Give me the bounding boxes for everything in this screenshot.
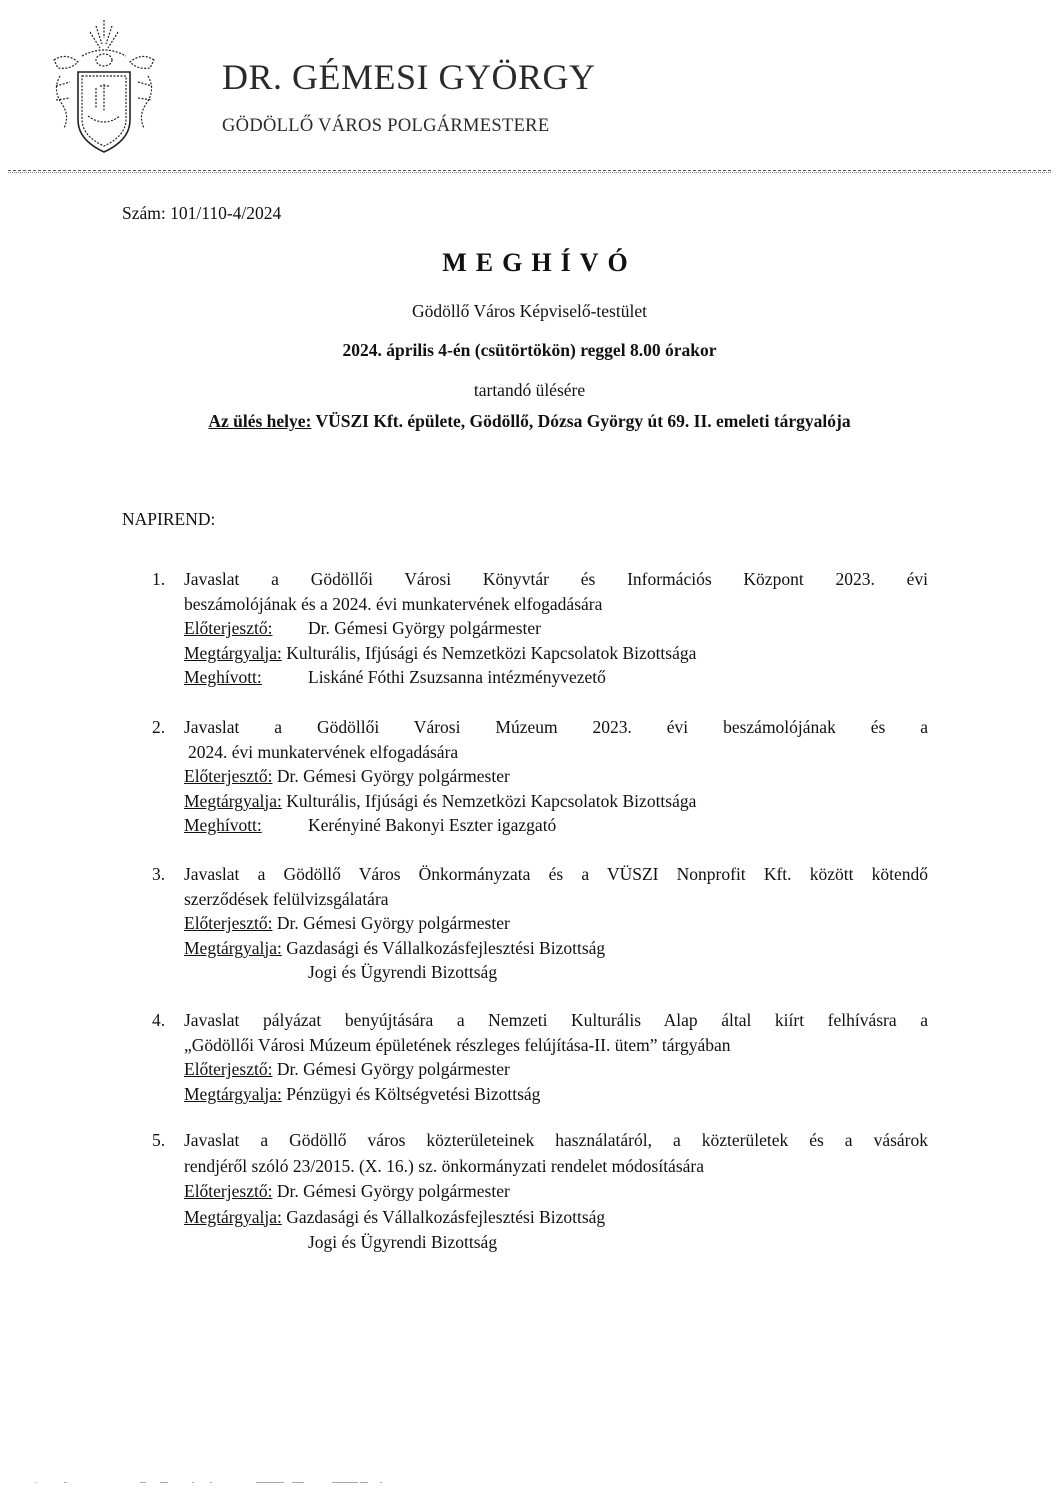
discussed-by-row	[184, 789, 928, 814]
agenda-heading: NAPIREND:	[122, 509, 216, 529]
meeting-purpose: tartandó ülésére	[473, 380, 586, 400]
agenda-item-number: 4.	[152, 1010, 166, 1030]
agenda-item	[152, 1128, 928, 1256]
reference-number: Szám: 101/110-4/2024	[122, 203, 282, 223]
discussed-by-value: Pénzügyi és Költségvetési Bizottság	[286, 1083, 541, 1104]
discussed-by-value-2: Jogi és Ügyrendi Bizottság	[308, 1232, 498, 1252]
presenter-value: Dr. Gémesi György polgármester	[276, 913, 510, 933]
presenter-row	[184, 911, 928, 936]
discussed-by-row	[184, 641, 928, 666]
venue-text: VÜSZI Kft. épülete, Gödöllő, Dózsa György út 69. II. emeleti tárgyalója	[311, 411, 851, 431]
agenda-item	[152, 1008, 928, 1106]
agenda-item-title-line1: Javaslat pályázat benyújtására a Nemzeti Kulturális Alap által kiírt felhívásra a	[184, 1010, 928, 1030]
presenter-value: Dr. Gémesi György polgármester	[276, 1059, 510, 1079]
meeting-venue	[0, 411, 1059, 432]
presenter-label: Előterjesztő:	[184, 1181, 273, 1201]
presenter-row	[184, 1179, 928, 1205]
agenda-item-number: 3.	[152, 864, 166, 884]
footer-scan-dots	[30, 1482, 1030, 1484]
discussed-by-label: Megtárgyalja:	[184, 1206, 282, 1227]
discussed-by-row	[184, 1205, 928, 1231]
agenda-item-number: 2.	[152, 717, 166, 737]
presenter-value: Dr. Gémesi György polgármester	[276, 1181, 510, 1201]
agenda-item	[152, 567, 928, 690]
discussed-by-value-2: Jogi és Ügyrendi Bizottság	[308, 962, 498, 982]
meeting-datetime: 2024. április 4-én (csütörtökön) reggel 8.00 órakor	[342, 340, 717, 360]
discussed-by-label: Megtárgyalja:	[184, 1083, 282, 1104]
document-title: MEGHÍVÓ	[442, 248, 637, 277]
discussed-by-row	[184, 936, 928, 961]
invited-row	[184, 813, 928, 838]
agenda-item-number: 5.	[152, 1130, 166, 1150]
discussed-by-label: Megtárgyalja:	[184, 642, 282, 663]
invited-row	[184, 665, 928, 690]
agenda-item-title-line2: rendjéről szóló 23/2015. (X. 16.) sz. önkormányzati rendelet módosítására	[184, 1155, 704, 1176]
presenter-label: Előterjesztő:	[184, 618, 273, 638]
agenda-item-title-line1: Javaslat a Gödöllő Város Önkormányzata és a VÜSZI Nonprofit Kft. között kötendő	[184, 864, 928, 884]
agenda-item-title-line1: Javaslat a Gödöllő város közterületeinek használatáról, a közterületek és a vásárok	[184, 1130, 928, 1150]
discussed-by-value: Kulturális, Ifjúsági és Nemzetközi Kapcsolatok Bizottsága	[286, 790, 697, 811]
letterhead-subtitle: GÖDÖLLŐ VÁROS POLGÁRMESTERE	[222, 116, 550, 136]
agenda-item-number: 1.	[152, 569, 166, 589]
presenter-label: Előterjesztő:	[184, 913, 273, 933]
discussed-by-row	[184, 1082, 928, 1107]
invited-label: Meghívott:	[184, 667, 262, 687]
agenda-item-title-line2: beszámolójának és a 2024. évi munkatervének elfogadására	[184, 593, 603, 614]
letterhead-name: DR. GÉMESI GYÖRGY	[222, 57, 596, 97]
agenda-item-title-line2: „Gödöllői Városi Múzeum épületének részleges felújítása-II. ütem” tárgyában	[184, 1034, 731, 1055]
letterhead-divider	[8, 170, 1051, 173]
council-name: Gödöllő Város Képviselő-testület	[412, 301, 647, 321]
discussed-by-label: Megtárgyalja:	[184, 790, 282, 811]
presenter-label: Előterjesztő:	[184, 766, 273, 786]
discussed-by-value: Gazdasági és Vállalkozásfejlesztési Bizottság	[286, 937, 606, 958]
agenda-item-title-line2: szerződések felülvizsgálatára	[184, 888, 389, 909]
invited-label: Meghívott:	[184, 815, 262, 835]
discussed-by-label: Megtárgyalja:	[184, 937, 282, 958]
coat-of-arms-icon	[44, 16, 164, 156]
invited-value: Kerényiné Bakonyi Eszter igazgató	[308, 815, 557, 835]
venue-label: Az ülés helye:	[208, 411, 312, 431]
presenter-row	[184, 764, 928, 789]
agenda-item	[152, 862, 928, 985]
agenda-item	[152, 715, 928, 838]
agenda-item-title-line2: 2024. évi munkatervének elfogadására	[188, 741, 459, 762]
agenda-item-title-line1: Javaslat a Gödöllői Városi Könyvtár és Információs Központ 2023. évi	[184, 569, 928, 589]
discussed-by-value: Gazdasági és Vállalkozásfejlesztési Bizottság	[286, 1206, 606, 1227]
presenter-row	[184, 616, 928, 641]
discussed-by-value: Kulturális, Ifjúsági és Nemzetközi Kapcsolatok Bizottsága	[286, 642, 697, 663]
agenda-item-title-line1: Javaslat a Gödöllői Városi Múzeum 2023. évi beszámolójának és a	[184, 717, 928, 737]
presenter-row	[184, 1057, 928, 1082]
presenter-value: Dr. Gémesi György polgármester	[308, 618, 541, 638]
presenter-value: Dr. Gémesi György polgármester	[276, 766, 510, 786]
presenter-label: Előterjesztő:	[184, 1059, 273, 1079]
invited-value: Liskáné Fóthi Zsuzsanna intézményvezető	[308, 667, 606, 687]
